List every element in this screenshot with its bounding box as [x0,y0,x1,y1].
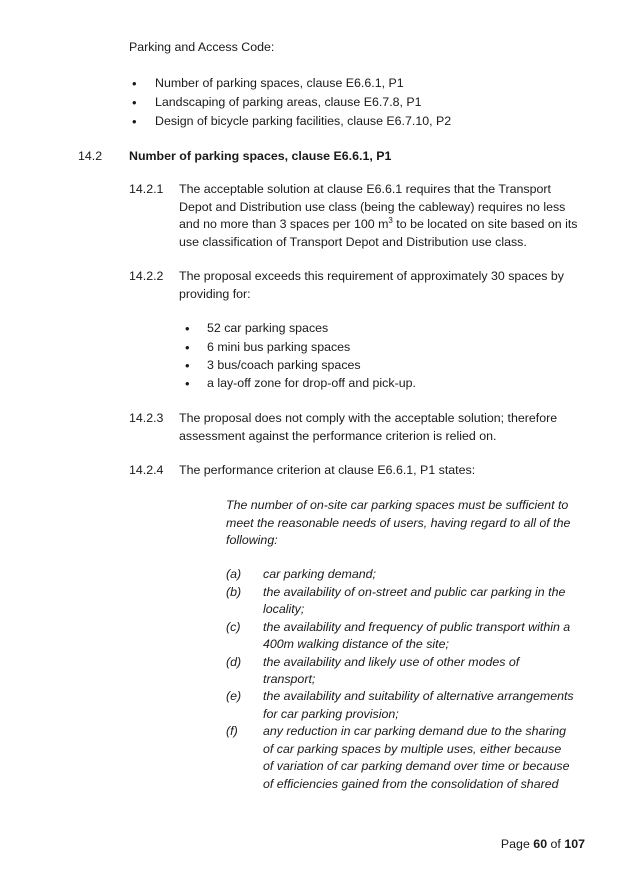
paragraph-line: providing for: [179,286,251,301]
paragraph-line-part: and no more than 3 spaces per 100 m [179,217,389,231]
item-line: the availability and frequency of public transport within a [263,619,571,634]
item-label: (c) [226,619,241,634]
bullet-icon: • [132,76,137,91]
list-item: 52 car parking spaces [207,321,329,335]
superscript: 3 [388,216,393,225]
item-label: (b) [226,584,242,599]
page-total: 107 [564,837,585,851]
page-prefix: Page [500,837,534,851]
paragraph-number: 14.2.1 [129,182,164,196]
paragraph-line: assessment against the performance criterion is relied on. [179,428,497,443]
item-label: (d) [226,654,242,669]
item-line: locality; [263,602,305,616]
section-number: 14.2 [78,149,103,163]
item-line: the availability and likely use of other modes of [263,654,520,669]
bullet-icon: • [185,358,190,373]
item-line: any reduction in car parking demand due to the sharing [263,724,567,738]
paragraph-line: use classification of Transport Depot and Distribution use class. [179,234,527,249]
paragraph-number: 14.2.4 [129,463,164,477]
bullet-icon: • [185,321,190,336]
paragraph-line: The acceptable solution at clause E6.6.1 requires that the Transport [179,182,551,196]
bullet-icon: • [185,340,190,355]
bullet-icon: • [132,114,137,129]
paragraph-line: The performance criterion at clause E6.6.1, P1 states: [179,463,476,477]
item-label: (f) [226,724,238,738]
item-line: of car parking spaces by multiple uses, either because [263,741,562,756]
item-line: 400m walking distance of the site; [263,637,449,651]
quote-line: The number of on-site car parking spaces must be sufficient to [226,498,569,512]
item-line: the availability and suitability of alternative arrangements [263,689,574,703]
paragraph-line: The proposal does not comply with the acceptable solution; therefore [179,411,558,425]
item-line: transport; [263,672,316,686]
item-line: for car parking provision; [263,706,399,721]
section-title: Number of parking spaces, clause E6.6.1, P1 [129,149,392,163]
paragraph-number: 14.2.2 [129,269,164,283]
paragraph-line-with-superscript [179,216,577,234]
list-item: Design of bicycle parking facilities, clause E6.7.10, P2 [155,114,452,128]
bullet-icon: • [132,95,137,110]
page-current: 60 [533,837,548,851]
quote-line: meet the reasonable needs of users, having regard to all of the [226,515,571,530]
list-item: 3 bus/coach parking spaces [207,358,361,372]
list-item: Landscaping of parking areas, clause E6.7.8, P1 [155,95,422,109]
paragraph-number: 14.2.3 [129,411,164,425]
item-line: of efficiencies gained from the consolidation of shared [263,776,559,791]
quote-line: following: [226,533,278,547]
page-number [501,836,585,854]
paragraph-line: The proposal exceeds this requirement of approximately 30 spaces by [179,269,565,283]
item-line: car parking demand; [263,567,376,581]
list-item: 6 mini bus parking spaces [207,340,351,354]
item-label: (a) [226,567,242,581]
intro-text: Parking and Access Code: [129,40,275,54]
list-item: a lay-off zone for drop-off and pick-up. [207,376,416,390]
paragraph-line-part: to be located on site based on its [392,217,578,231]
page-separator: of [547,837,565,851]
item-line: the availability of on-street and public car parking in the [263,584,566,599]
list-item: Number of parking spaces, clause E6.6.1, P1 [155,76,404,90]
paragraph-line: Depot and Distribution use class (being the cableway) requires no less [179,199,566,214]
bullet-icon: • [185,376,190,391]
item-line: of variation of car parking demand over time or because [263,759,570,773]
item-label: (e) [226,689,242,703]
